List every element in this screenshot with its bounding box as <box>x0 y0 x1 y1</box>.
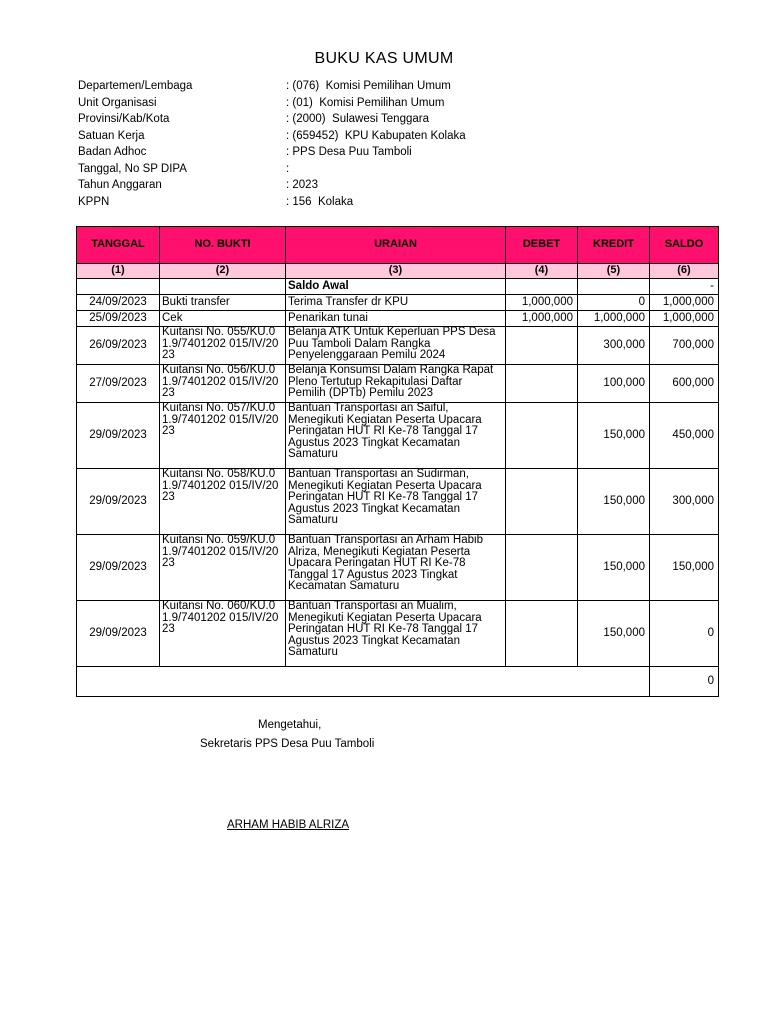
meta-key: Tahun Anggaran <box>78 179 162 191</box>
meta-value: : 156 Kolaka <box>286 195 354 208</box>
col-number: (5) <box>578 264 650 279</box>
debit-cell: 1,000,000 <box>506 295 578 311</box>
debit-cell: 1,000,000 <box>506 311 578 327</box>
receipt-cell: Kuitansi No. 059/KU.01.9/7401202 015/IV/2023 <box>160 535 286 601</box>
credit-cell: 100,000 <box>578 365 650 403</box>
date-cell: 29/09/2023 <box>77 535 160 601</box>
receipt-cell: Kuitansi No. 060/KU.01.9/7401202 015/IV/2023 <box>160 601 286 667</box>
debit-cell <box>506 469 578 535</box>
balance-cell: 300,000 <box>650 469 719 535</box>
opening-balance-row <box>77 279 719 295</box>
opening-balance-saldo: - <box>650 279 719 295</box>
balance-cell: 450,000 <box>650 403 719 469</box>
date-cell: 29/09/2023 <box>77 469 160 535</box>
col-header-uraian: URAIAN <box>286 227 506 264</box>
balance-cell: 700,000 <box>650 327 719 365</box>
meta-key: Unit Organisasi <box>78 96 157 109</box>
balance-cell: 150,000 <box>650 535 719 601</box>
description-cell: Bantuan Transportasi an Sudirman, Menegikuti Kegiatan Peserta Upacara Peringatan HUT RI Ke-78 Tanggal 17 Agustus 2023 Tingkat Kecamatan Samaturu <box>286 469 506 535</box>
description-cell: Belanja ATK Untuk Keperluan PPS Desa Puu Tamboli Dalam Rangka Penyelenggaraan Pemilu 2024 <box>286 327 506 365</box>
signatory-name: ARHAM HABIB ALRIZA <box>227 819 350 831</box>
date-cell: 29/09/2023 <box>77 403 160 469</box>
meta-value: : (076) Komisi Pemilihan Umum <box>286 80 451 92</box>
date-cell: 24/09/2023 <box>77 295 160 311</box>
page-title: BUKU KAS UMUM <box>314 50 454 67</box>
meta-row <box>78 111 718 128</box>
col-header-debet: DEBET <box>506 227 578 264</box>
meta-value: : (01) Komisi Pemilihan Umum <box>286 96 445 109</box>
credit-cell: 150,000 <box>578 601 650 667</box>
date-cell: 26/09/2023 <box>77 327 160 365</box>
description-cell: Penarikan tunai <box>286 311 506 327</box>
credit-cell: 150,000 <box>578 469 650 535</box>
column-number-row <box>77 264 719 279</box>
meta-value: : PPS Desa Puu Tamboli <box>286 146 412 158</box>
meta-key: Tanggal, No SP DIPA <box>78 162 187 175</box>
date-cell: 25/09/2023 <box>77 311 160 327</box>
date-cell: 29/09/2023 <box>77 601 160 667</box>
debit-cell <box>506 365 578 403</box>
description-cell: Bantuan Transportasi an Saiful, Menegikuti Kegiatan Peserta Upacara Peringatan HUT RI Ke-78 Tanggal 17 Agustus 2023 Tingkat Kecamatan Samaturu <box>286 403 506 469</box>
balance-cell: 1,000,000 <box>650 311 719 327</box>
description-cell: Bantuan Transportasi an Mualim, Menegikuti Kegiatan Peserta Upacara Peringatan HUT RI Ke-78 Tanggal 17 Agustus 2023 Tingkat Kecamatan Samaturu <box>286 601 506 667</box>
col-header-saldo: SALDO <box>650 227 719 264</box>
table-row <box>77 469 719 535</box>
balance-cell: 1,000,000 <box>650 295 719 311</box>
debit-cell <box>506 327 578 365</box>
opening-balance-label: Saldo Awal <box>286 279 506 295</box>
closing-balance-saldo: 0 <box>650 667 719 697</box>
col-header-kredit: KREDIT <box>578 227 650 264</box>
table-row <box>77 311 719 327</box>
closing-balance-row <box>77 667 719 697</box>
meta-value: : (2000) Sulawesi Tenggara <box>286 113 429 125</box>
balance-cell: 600,000 <box>650 365 719 403</box>
receipt-cell: Kuitansi No. 056/KU.01.9/7401202 015/IV/2023 <box>160 365 286 403</box>
debit-cell <box>506 403 578 469</box>
meta-key: Badan Adhoc <box>78 146 147 158</box>
col-number: (1) <box>77 264 160 279</box>
table-row <box>77 327 719 365</box>
ledger-table <box>76 226 719 697</box>
meta-key: KPPN <box>78 195 110 208</box>
signatory-position: Sekretaris PPS Desa Puu Tamboli <box>200 738 375 750</box>
meta-row <box>78 161 718 178</box>
meta-key: Departemen/Lembaga <box>78 80 193 92</box>
meta-key: Provinsi/Kab/Kota <box>78 113 170 125</box>
description-cell: Terima Transfer dr KPU <box>286 295 506 311</box>
table-row <box>77 601 719 667</box>
description-cell: Belanja Konsumsi Dalam Rangka Rapat Pleno Tertutup Rekapitulasi Daftar Pemilih (DPTb) Pemilu 2023 <box>286 365 506 403</box>
meta-value: : 2023 <box>286 179 318 191</box>
receipt-cell: Kuitansi No. 058/KU.01.9/7401202 015/IV/2023 <box>160 469 286 535</box>
meta-key: Satuan Kerja <box>78 129 145 142</box>
metadata-block <box>78 78 718 210</box>
meta-row <box>78 177 718 194</box>
meta-value: : <box>286 162 290 175</box>
balance-cell: 0 <box>650 601 719 667</box>
col-number: (6) <box>650 264 719 279</box>
header-row <box>77 227 719 264</box>
description-cell: Bantuan Transportasi an Arham Habib Alriza, Menegikuti Kegiatan Peserta Upacara Peringatan HUT RI Ke-78 Tanggal 17 Agustus 2023 Tingkat Kecamatan Samaturu <box>286 535 506 601</box>
meta-value: : (659452) KPU Kabupaten Kolaka <box>286 129 466 142</box>
col-number: (2) <box>160 264 286 279</box>
meta-row <box>78 78 718 95</box>
col-number: (3) <box>286 264 506 279</box>
debit-cell <box>506 601 578 667</box>
table-row <box>77 295 719 311</box>
meta-row <box>78 194 718 211</box>
credit-cell: 300,000 <box>578 327 650 365</box>
table-row <box>77 365 719 403</box>
col-header-tanggal: TANGGAL <box>77 227 160 264</box>
receipt-cell: Cek <box>160 311 286 327</box>
meta-row <box>78 144 718 161</box>
meta-row <box>78 95 718 112</box>
acknowledge-text: Mengetahui, <box>258 719 322 731</box>
meta-row <box>78 128 718 145</box>
credit-cell: 0 <box>578 295 650 311</box>
table-row <box>77 535 719 601</box>
credit-cell: 150,000 <box>578 535 650 601</box>
credit-cell: 1,000,000 <box>578 311 650 327</box>
receipt-cell: Kuitansi No. 057/KU.01.9/7401202 015/IV/2023 <box>160 403 286 469</box>
col-header-no-bukti: NO. BUKTI <box>160 227 286 264</box>
date-cell: 27/09/2023 <box>77 365 160 403</box>
credit-cell: 150,000 <box>578 403 650 469</box>
debit-cell <box>506 535 578 601</box>
col-number: (4) <box>506 264 578 279</box>
table-row <box>77 403 719 469</box>
receipt-cell: Kuitansi No. 055/KU.01.9/7401202 015/IV/2023 <box>160 327 286 365</box>
receipt-cell: Bukti transfer <box>160 295 286 311</box>
